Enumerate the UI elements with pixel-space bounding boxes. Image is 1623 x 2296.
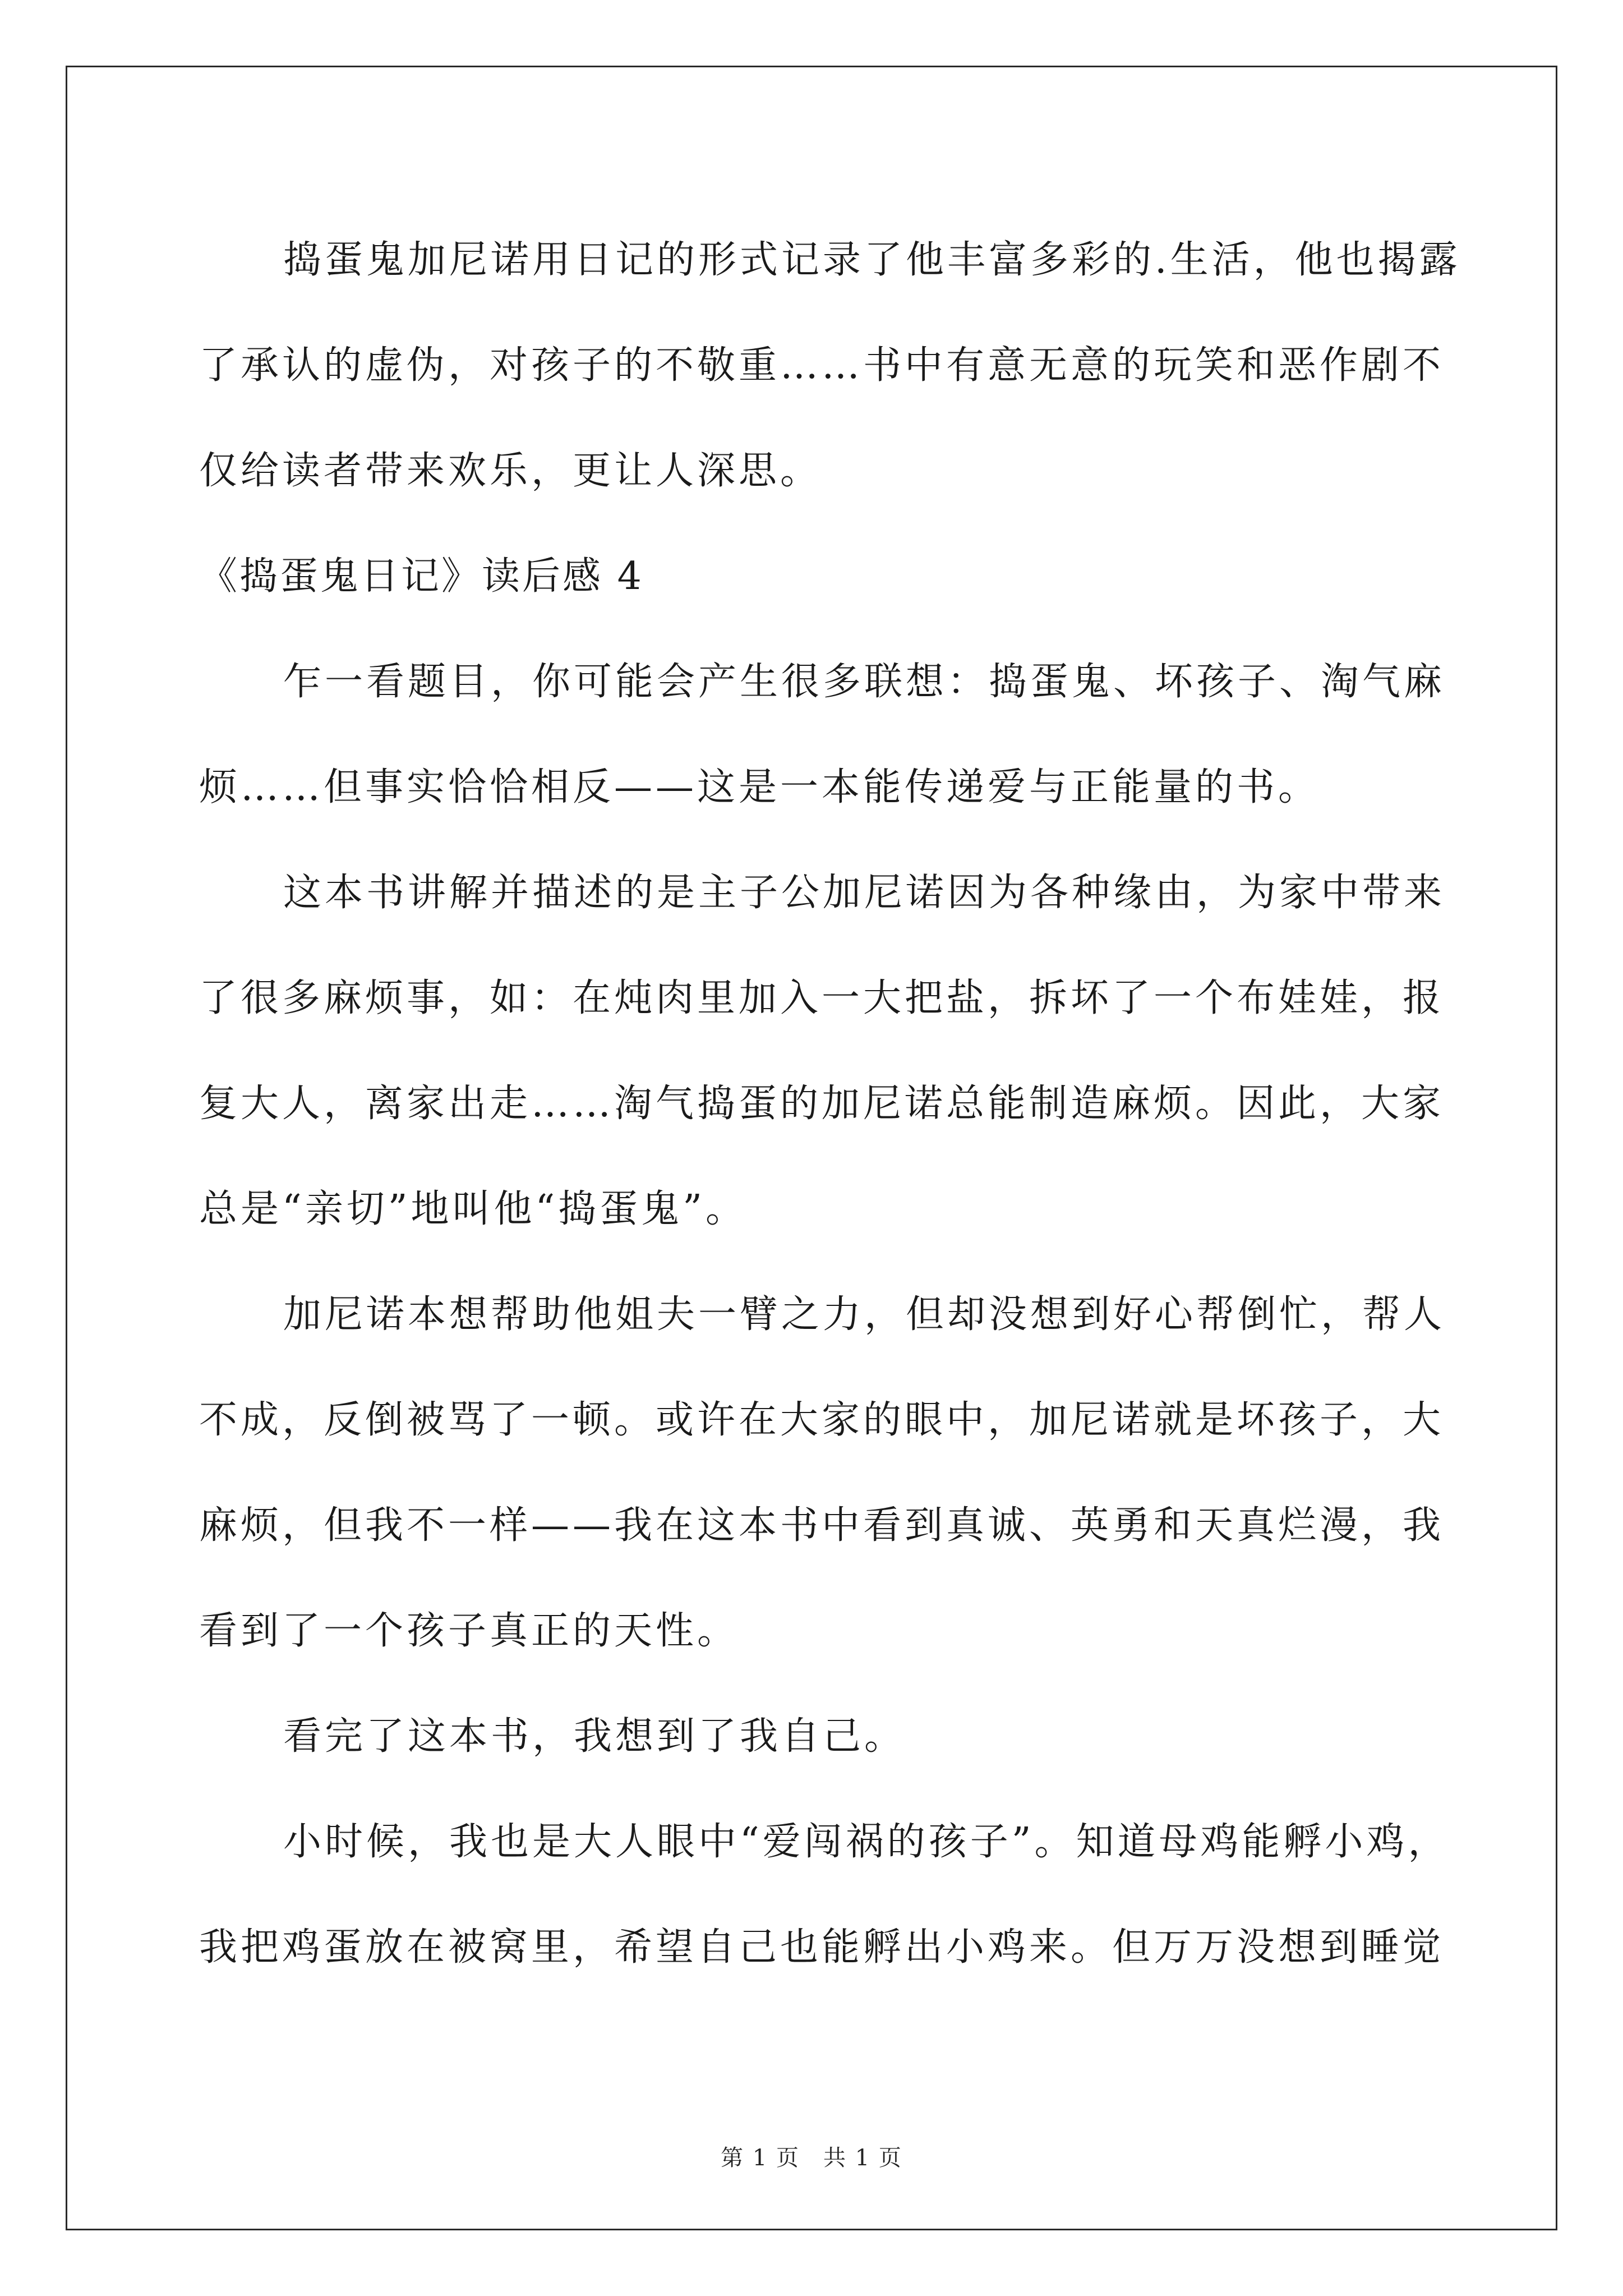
page-number-footer: 第 1 页 共 1 页 xyxy=(721,2145,902,2171)
paragraph-line: 这本书讲解并描述的是主子公加尼诺因为各种缘由，为家中带来 xyxy=(283,871,1446,915)
paragraph-line: 看到了一个孩子真正的天性。 xyxy=(199,1609,739,1653)
paragraph-line: 总是“亲切”地叫他“捣蛋鬼”。 xyxy=(199,1187,748,1231)
section-heading: 《捣蛋鬼日记》读后感 4 xyxy=(199,554,644,599)
paragraph-line: 了承认的虚伪，对孩子的不敬重……书中有意无意的玩笑和恶作剧不 xyxy=(199,343,1445,388)
paragraph-line: 乍一看题目，你可能会产生很多联想：捣蛋鬼、坏孩子、淘气麻 xyxy=(283,660,1446,704)
paragraph-line: 不成，反倒被骂了一顿。或许在大家的眼中，加尼诺就是坏孩子，大 xyxy=(199,1398,1445,1442)
paragraph-line: 加尼诺本想帮助他姐夫一臂之力，但却没想到好心帮倒忙，帮人 xyxy=(283,1292,1446,1337)
paragraph-line: 复大人，离家出走……淘气捣蛋的加尼诺总能制造麻烦。因此，大家 xyxy=(199,1082,1445,1126)
paragraph-line: 仅给读者带来欢乐，更让人深思。 xyxy=(199,449,822,493)
paragraph-line: 麻烦，但我不一样——我在这本书中看到真诚、英勇和天真烂漫，我 xyxy=(199,1503,1445,1548)
paragraph-line: 我把鸡蛋放在被窝里，希望自己也能孵出小鸡来。但万万没想到睡觉 xyxy=(199,1925,1445,1970)
paragraph-line: 捣蛋鬼加尼诺用日记的形式记录了他丰富多彩的.生活，他也揭露 xyxy=(283,238,1461,282)
document-body xyxy=(199,208,1461,2000)
paragraph-line: 烦……但事实恰恰相反——这是一本能传递爱与正能量的书。 xyxy=(199,765,1320,809)
paragraph-line: 小时候，我也是大人眼中“爱闯祸的孩子”。知道母鸡能孵小鸡， xyxy=(283,1820,1450,1864)
paragraph-line: 看完了这本书，我想到了我自己。 xyxy=(283,1714,906,1759)
paragraph-line: 了很多麻烦事，如：在炖肉里加入一大把盐，拆坏了一个布娃娃，报 xyxy=(199,976,1445,1020)
